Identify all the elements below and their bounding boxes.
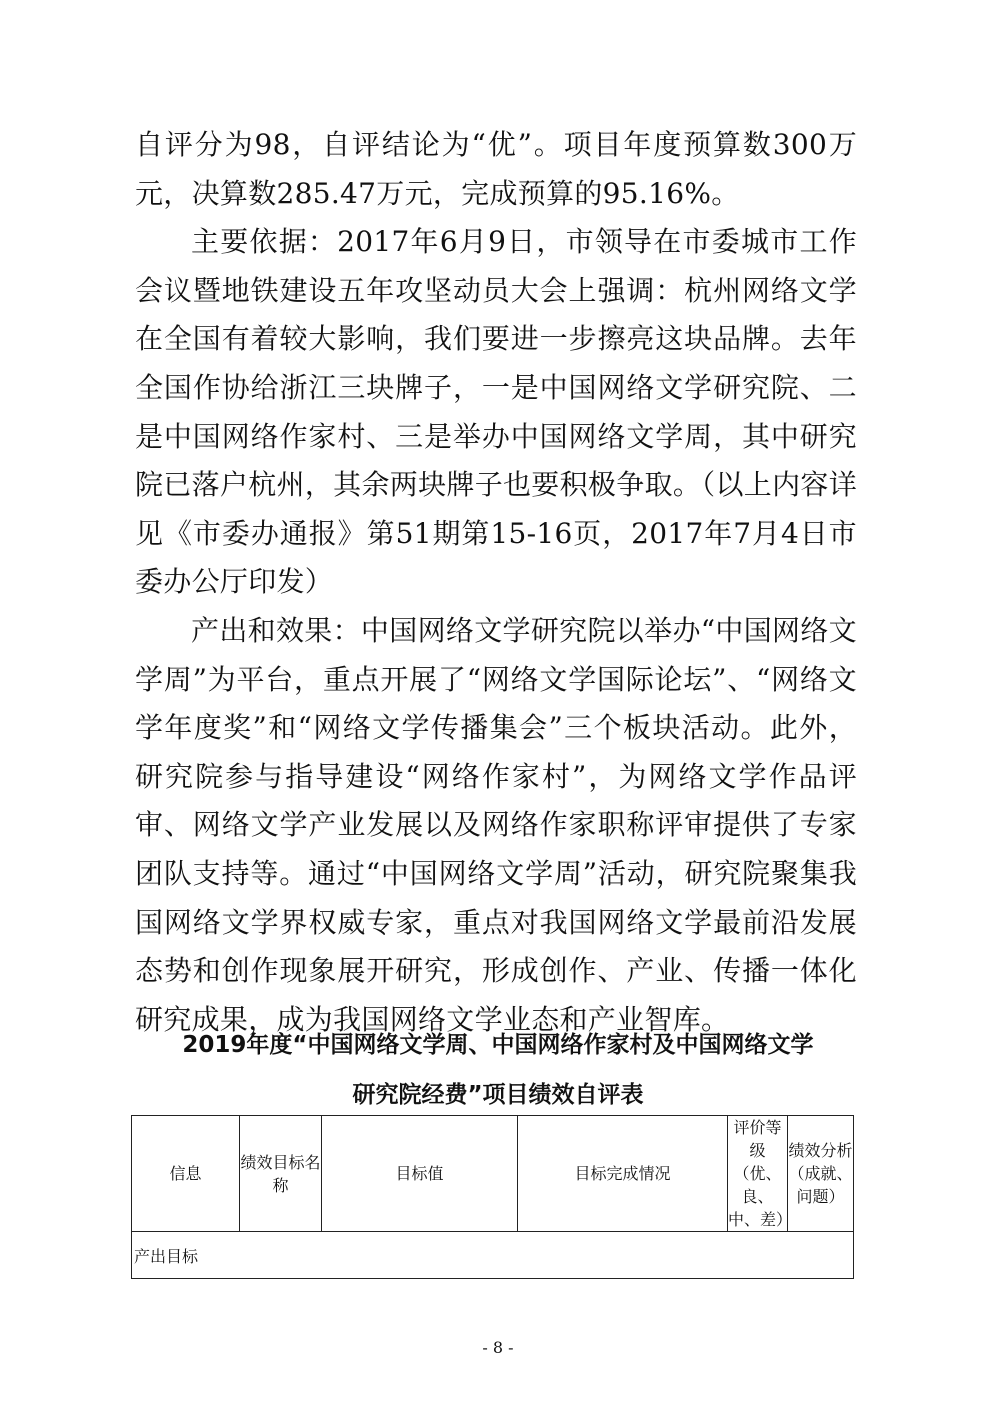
paragraph-budget-summary: 自评分为98，自评结论为“优”。项目年度预算数300万元，决算数285.47万元，完成预算的95.16%。 (135, 128, 857, 210)
header-goal-name: 绩效目标名称 (240, 1116, 322, 1232)
paragraph-main-basis: 主要依据：2017年6月9日，市领导在市委城市工作会议暨地铁建设五年攻坚动员大会上强调：杭州网络文学在全国有着较大影响，我们要进一步擦亮这块品牌。去年全国作协给浙江三块牌子，一是中国网络文学研究院、二是中国网络作家村、三是举办中国网络文学周，其中研究院已落户杭州，其余两块牌子也要积极争取。（以上内容详见《市委办通报》第51期第15-16页，2017年7月4日市委办公厅印发） (135, 225, 857, 599)
header-completion: 目标完成情况 (518, 1116, 728, 1232)
table-title-line1: 2019年度“中国网络文学周、中国网络作家村及中国网络文学 (182, 1032, 814, 1058)
header-target-value: 目标值 (322, 1116, 518, 1232)
section-output-goals: 产出目标 (132, 1232, 854, 1279)
paragraph-output-effect: 产出和效果：中国网络文学研究院以举办“中国网络文学周”为平台，重点开展了“网络文学国际论坛”、“网络文学年度奖”和“网络文学传播集会”三个板块活动。此外，研究院参与指导建设“网络作家村”，为网络文学作品评审、网络文学产业发展以及网络作家职称评审提供了专家团队支持等。通过“中国网络文学周”活动，研究院聚集我国网络文学界权威专家，重点对我国网络文学最前沿发展态势和创作现象展开研究，形成创作、产业、传播一体化研究成果，成为我国网络文学业态和产业智库。 (135, 613, 857, 1036)
header-info: 信息 (132, 1116, 240, 1232)
performance-table (131, 1115, 854, 1279)
table-row (132, 1232, 854, 1279)
table-header-row (132, 1116, 854, 1232)
header-analysis: 绩效分析（成就、问题） (788, 1116, 854, 1232)
body-text (135, 121, 857, 1044)
table-title-line2: 研究院经费”项目绩效自评表 (352, 1082, 644, 1108)
header-rating: 评价等级（优、良、中、差） (728, 1116, 788, 1232)
page-number: - 8 - (482, 1338, 514, 1357)
